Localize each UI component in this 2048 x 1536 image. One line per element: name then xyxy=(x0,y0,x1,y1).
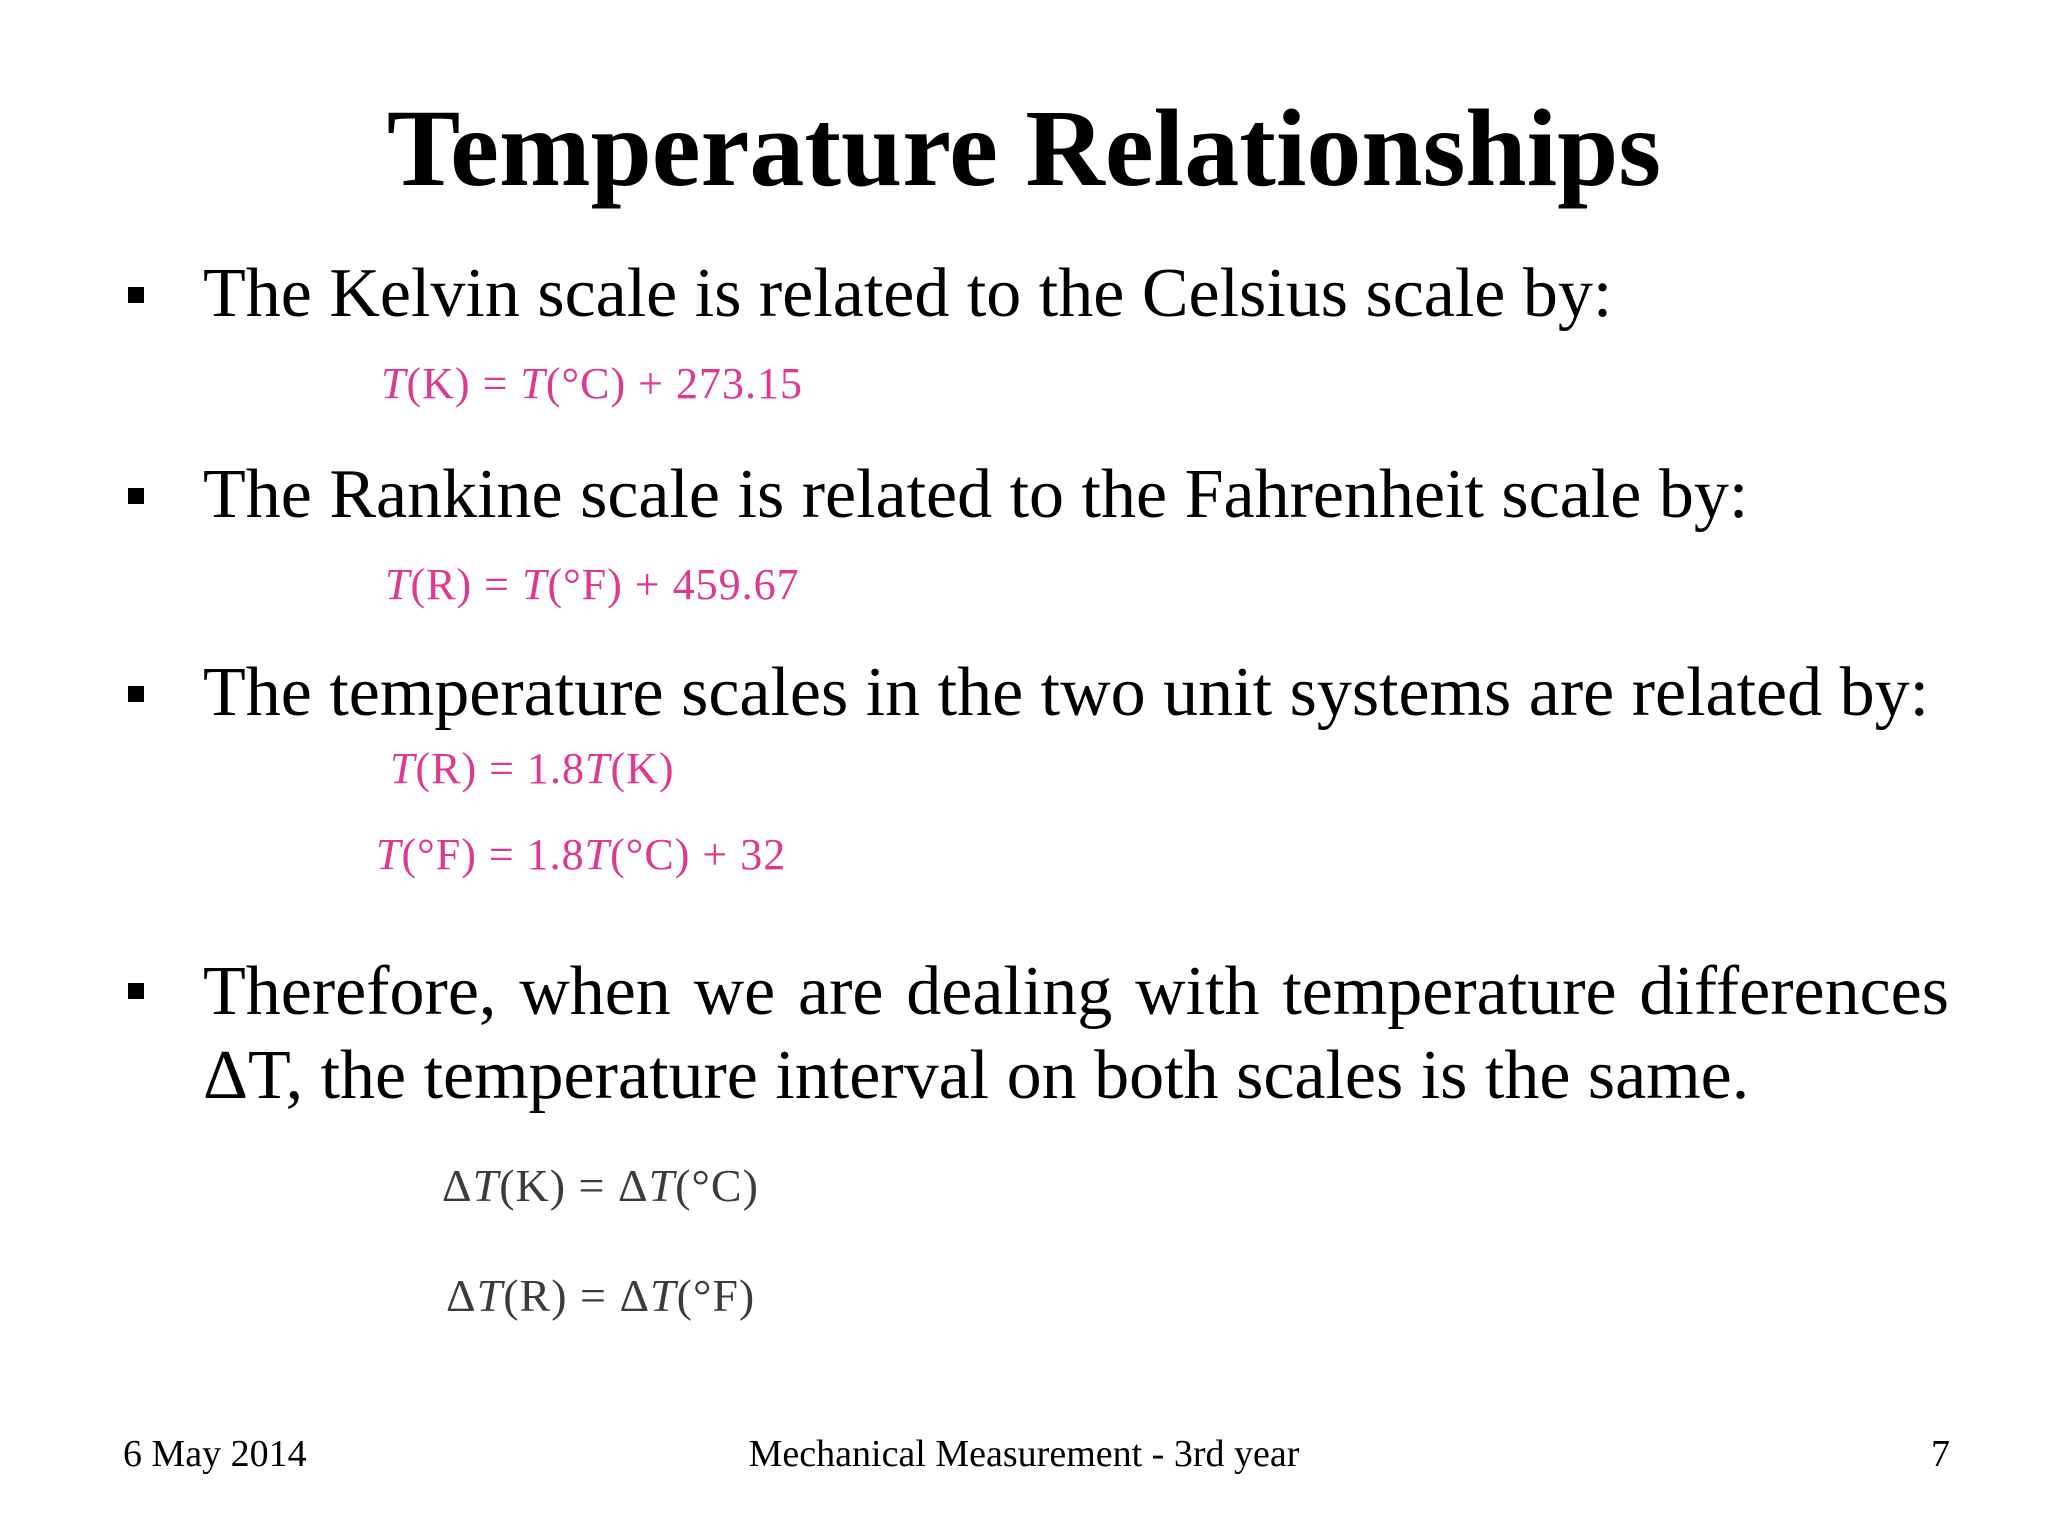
eq-part: (K) xyxy=(610,744,675,793)
eq-symbol: T xyxy=(385,560,411,609)
eq-part: (°C) + 273.15 xyxy=(545,359,803,408)
equation-fahrenheit-celsius xyxy=(376,829,786,882)
eq-symbol: T xyxy=(521,560,548,609)
equation-rankine-fahrenheit xyxy=(385,559,800,612)
eq-part: (°F) + 459.67 xyxy=(547,560,800,609)
eq-symbol: T xyxy=(650,1270,677,1321)
eq-symbol: T xyxy=(476,1270,504,1321)
delta-symbol: Δ xyxy=(442,1160,473,1211)
footer-course: Mechanical Measurement - 3rd year xyxy=(748,1433,1300,1475)
eq-symbol: T xyxy=(390,744,416,793)
eq-part: (K) = xyxy=(406,359,521,408)
equation-rankine-kelvin xyxy=(390,743,675,796)
eq-part: (R) = Δ xyxy=(503,1270,651,1321)
eq-part: (°F) = 1.8 xyxy=(401,830,585,879)
eq-part: (°F) xyxy=(676,1270,756,1321)
eq-symbol: T xyxy=(584,830,611,879)
footer-page-number: 7 xyxy=(1931,1433,1950,1475)
eq-symbol: T xyxy=(520,359,546,408)
bullet-text-kelvin: The Kelvin scale is related to the Celsius scale by: xyxy=(203,255,1613,332)
delta-symbol: Δ xyxy=(446,1270,477,1321)
eq-symbol: T xyxy=(376,830,402,879)
eq-symbol: T xyxy=(584,744,611,793)
bullet-text-differences: Therefore, when we are dealing with temperature differences ΔT, the temperature interval on both scales is the same. xyxy=(203,953,1949,1114)
footer-date: 6 May 2014 xyxy=(123,1433,307,1475)
eq-symbol: T xyxy=(648,1160,676,1211)
eq-symbol: T xyxy=(381,359,407,408)
equation-delta-rankine-fahrenheit xyxy=(446,1268,755,1323)
equation-delta-kelvin-celsius xyxy=(442,1158,759,1213)
eq-part: (°C) xyxy=(675,1160,759,1211)
eq-part: (R) = 1.8 xyxy=(415,744,585,793)
bullet-text-rankine: The Rankine scale is related to the Fahrenheit scale by: xyxy=(203,456,1749,533)
eq-part: (K) = Δ xyxy=(499,1160,649,1211)
eq-part: (R) = xyxy=(410,560,522,609)
slide-title: Temperature Relationships xyxy=(386,87,1662,209)
equation-kelvin-celsius xyxy=(381,358,803,411)
eq-part: (°C) + 32 xyxy=(610,830,787,879)
bullet-text-unit-systems: The temperature scales in the two unit systems are related by: xyxy=(203,654,1930,731)
bullet-marker xyxy=(128,287,144,303)
bullet-marker xyxy=(128,983,144,999)
bullet-marker xyxy=(128,488,144,504)
eq-symbol: T xyxy=(472,1160,500,1211)
bullet-marker xyxy=(128,686,144,702)
